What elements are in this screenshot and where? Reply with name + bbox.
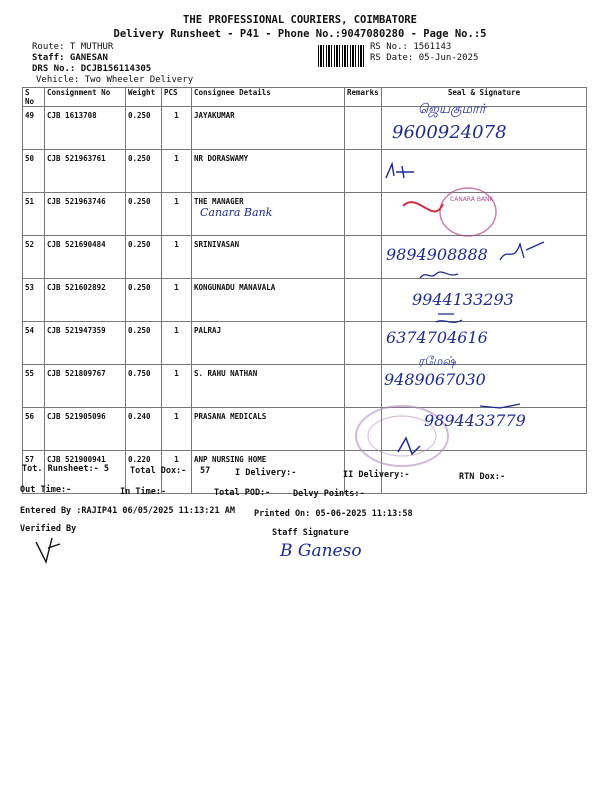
pcs-cell: 1 [162, 365, 192, 408]
sno-cell: 55 [23, 365, 45, 408]
runsheet-subtitle: Delivery Runsheet - P41 - Phone No.:9047080280 - Page No.:5 [113, 28, 487, 40]
signature-scribble [498, 236, 548, 266]
rtn-dox: RTN Dox:- [459, 472, 506, 482]
i-delivery: I Delivery:- [235, 468, 297, 478]
weight-cell: 0.250 [126, 236, 162, 279]
sno-cell: 51 [23, 193, 45, 236]
column-header: Weight [126, 88, 162, 107]
consignee-cell: PALRAJ [192, 322, 345, 365]
sno-cell: 53 [23, 279, 45, 322]
signature-scribble [418, 268, 460, 282]
consignee-cell: SRINIVASAN [192, 236, 345, 279]
consignee-cell: PRASANA MEDICALS [192, 408, 345, 451]
pcs-cell: 1 [162, 408, 192, 451]
consignee-cell: ANP NURSING HOME [192, 451, 345, 494]
weight-cell: 0.250 [126, 193, 162, 236]
drs-number: DRS No.: DCJB156114305 [32, 64, 152, 74]
consignment-cell: CJB 521809767 [45, 365, 126, 408]
stamp-text: CANARA BANK [450, 196, 494, 203]
pcs-cell: 1 [162, 279, 192, 322]
consignee-cell: JAYAKUMAR [192, 107, 345, 150]
remarks-cell [345, 236, 382, 279]
weight-cell: 0.750 [126, 365, 162, 408]
handwritten-name: ஜெயகுமார் [418, 102, 486, 117]
pcs-cell: 1 [162, 236, 192, 279]
weight-cell: 0.250 [126, 322, 162, 365]
in-time: In Time:- [120, 487, 167, 497]
rs-number: RS No.: 1561143 [370, 42, 452, 52]
total-dox-value: 57 [200, 466, 211, 476]
rs-date: RS Date: 05-Jun-2025 [370, 53, 479, 63]
nursing-home-stamp [350, 396, 590, 468]
pcs-cell: 1 [162, 322, 192, 365]
staff-signature: B Ganeso [280, 541, 362, 561]
sno-cell: 56 [23, 408, 45, 451]
consignment-cell: CJB 521963746 [45, 193, 126, 236]
staff: Staff: GANESAN [32, 53, 108, 63]
pcs-cell: 1 [162, 150, 192, 193]
consignment-cell: CJB 1613708 [45, 107, 126, 150]
sno-cell: 54 [23, 322, 45, 365]
sno-cell: 49 [23, 107, 45, 150]
handwritten-phone: 6374704616 [386, 328, 488, 347]
company-title: THE PROFESSIONAL COURIERS, COIMBATORE [183, 14, 417, 26]
table-header-row [23, 88, 587, 107]
entered-by: Entered By :RAJIP41 06/05/2025 11:13:21 AM [20, 506, 235, 516]
signature-scribble [434, 310, 464, 328]
sno-cell: 57 [23, 451, 45, 494]
consignment-cell: CJB 521602892 [45, 279, 126, 322]
remarks-cell [345, 322, 382, 365]
total-pod: Total POD:- [214, 488, 271, 498]
ii-delivery: II Delivery:- [343, 470, 410, 480]
sno-cell: 50 [23, 150, 45, 193]
remarks-cell [345, 107, 382, 150]
remarks-cell [345, 193, 382, 236]
delivery-points: Delvy Points:- [293, 489, 365, 499]
weight-cell: 0.250 [126, 150, 162, 193]
column-header: PCS [162, 88, 192, 107]
column-header: S No [23, 88, 45, 107]
consignee-cell: NR DORASWAMY [192, 150, 345, 193]
barcode [318, 45, 366, 67]
column-header: Remarks [345, 88, 382, 107]
staff-signature-label: Staff Signature [272, 528, 349, 538]
weight-cell: 0.240 [126, 408, 162, 451]
verified-by: Verified By [20, 524, 77, 534]
remarks-cell [345, 150, 382, 193]
consignment-cell: CJB 521963761 [45, 150, 126, 193]
handwritten-phone: 9489067030 [384, 370, 486, 389]
handwritten-phone: 9600924078 [392, 122, 507, 143]
weight-cell: 0.250 [126, 107, 162, 150]
verifier-signature [34, 534, 64, 566]
sno-cell: 52 [23, 236, 45, 279]
handwritten-name: ரமேஷ் [418, 354, 456, 368]
consignment-cell: CJB 521690484 [45, 236, 126, 279]
consignment-cell: CJB 521947359 [45, 322, 126, 365]
handwritten-phone: 9894433779 [424, 411, 526, 430]
weight-cell: 0.220 [126, 451, 162, 494]
pcs-cell: 1 [162, 451, 192, 494]
total-dox-label: Total Dox:- [130, 466, 187, 476]
column-header: Seal & Signature [382, 88, 587, 107]
table-row [23, 150, 587, 193]
route: Route: T MUTHUR [32, 42, 114, 52]
weight-cell: 0.250 [126, 279, 162, 322]
column-header: Consignee Details [192, 88, 345, 107]
table-row [23, 193, 587, 236]
table-row [23, 322, 587, 365]
bank-stamp [398, 186, 500, 242]
consignee-cell: S. RAHU NATHAN [192, 365, 345, 408]
column-header: Consignment No [45, 88, 126, 107]
signature-scribble [384, 160, 424, 182]
remarks-cell [345, 279, 382, 322]
pcs-cell: 1 [162, 107, 192, 150]
handwritten-phone: 9944133293 [412, 290, 514, 309]
consignee-cell: THE MANAGER [192, 193, 345, 236]
printed-on: Printed On: 05-06-2025 11:13:58 [254, 509, 413, 519]
handwritten-phone: 9894908888 [386, 245, 488, 264]
consignment-cell: CJB 521905096 [45, 408, 126, 451]
total-runsheet: Tot. Runsheet:- 5 [22, 464, 109, 474]
consignee-cell: KONGUNADU MANAVALA [192, 279, 345, 322]
vehicle: Vehicle: Two Wheeler Delivery [36, 75, 194, 85]
out-time: Out Time:- [20, 485, 72, 495]
consignment-cell: CJB 521900941 [45, 451, 126, 494]
handwritten-note: Canara Bank [200, 206, 273, 219]
pcs-cell: 1 [162, 193, 192, 236]
